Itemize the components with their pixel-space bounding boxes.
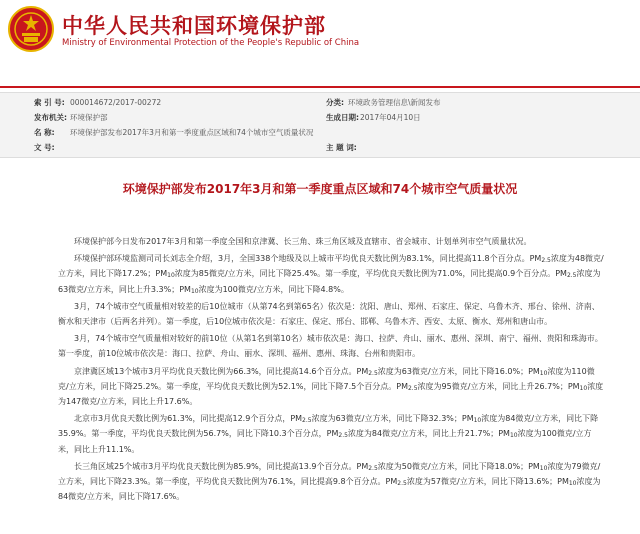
article-body: [58, 234, 604, 506]
issuer-label: 发布机关:: [34, 113, 67, 122]
docno-label: 文 号:: [34, 143, 55, 152]
meta-row: [0, 95, 640, 110]
paragraph: 京津冀区域13个城市3月平均优良天数比例为66.3%，同比提高14.6个百分点。$PM_{2.5}$浓度为63微克/立方米，同比下降16.0%；$PM_{10}$浓度为110微克/立方米，同比下降25.2%。第一季度，平均优良天数比例为52.1%，同比下降7.5个百分点。$PM_{2.5}$浓度为95微克/立方米，同比上升26.7%；$PM_{10}$浓度为147微克/立方米，同比上升17.6%。: [58, 366, 604, 407]
date-value: 2017年04月10日: [360, 113, 421, 122]
meta-row: [0, 125, 640, 140]
paragraph: 环境保护部今日发布2017年3月和第一季度全国和京津冀、长三角、珠三角区域及直辖市、省会城市、计划单列市空气质量状况。: [74, 237, 532, 246]
site-header: [0, 0, 640, 86]
category-label: 分类:: [326, 98, 344, 107]
paragraph: 北京市3月优良天数比例为61.3%，同比提高12.9个百分点，$PM_{2.5}$浓度为63微克/立方米，同比下降32.3%；$PM_{10}$浓度为84微克/立方米，同比下降35.9%。第一季度，平均优良天数比例为56.7%，同比下降10.3个百分点，$PM_{2.5}$浓度为84微克/立方米，同比上升21.7%；$PM_{10}$浓度为100微克/立方米，同比上升11.1%。: [58, 414, 599, 454]
site-subtitle: Ministry of Environmental Protection of the People's Republic of China: [62, 38, 360, 48]
meta-row: [0, 110, 640, 125]
document-meta: [0, 92, 640, 158]
index-value: 000014672/2017-00272: [70, 98, 162, 107]
name-label: 名 称:: [34, 128, 55, 137]
date-label: 生成日期:: [326, 113, 359, 122]
index-label: 索 引 号:: [34, 98, 65, 107]
paragraph: 3月，74个城市空气质量相对较差的后10位城市（从第74名到第65名）依次是：沈阳、唐山、郑州、石家庄、保定、乌鲁木齐、邢台、徐州、济南、衡水和天津市（后两名并列）。第一季度，后10位城市依次是：石家庄、保定、邢台、邯郸、乌鲁木齐、西安、太原、衡水、郑州和唐山市。: [58, 301, 600, 327]
meta-row: [0, 140, 640, 155]
paragraph: 环境保护部环境监测司司长刘志全介绍，3月，全国338个地级及以上城市平均优良天数比例为83.1%，同比提高11.8个百分点。$PM_{2.5}$浓度为48微克/立方米，同比下降17.2%；$PM_{10}$浓度为85微克/立方米，同比下降25.4%。第一季度，平均优良天数比例为71.0%，同比提高0.9个百分点。$PM_{2.5}$浓度为63微克/立方米，同比上升3.3%；$PM_{10}$浓度为100微克/立方米，同比下降4.8%。: [58, 254, 604, 295]
national-emblem-icon: [8, 6, 54, 52]
paragraph: 3月，74个城市空气质量相对较好的前10位（从第1名到第10名）城市依次是：海口、拉萨、舟山、丽水、惠州、深圳、南宁、福州、贵阳和珠海市。第一季度，前10位城市依次是：海口、拉萨、舟山、丽水、深圳、福州、惠州、珠海、台州和贵阳市。: [58, 334, 603, 359]
article-title: 环境保护部发布2017年3月和第一季度重点区域和74个城市空气质量状况: [122, 182, 518, 196]
site-title: 中华人民共和国环境保护部: [62, 14, 326, 38]
header-divider: [0, 86, 640, 88]
issuer-value: 环境保护部: [70, 113, 108, 122]
name-value: 环境保护部发布2017年3月和第一季度重点区域和74个城市空气质量状况: [70, 128, 314, 137]
subject-label: 主 题 词:: [326, 143, 357, 152]
category-value: 环境政务管理信息\新闻发布: [348, 98, 441, 107]
paragraph: 长三角区域25个城市3月平均优良天数比例为85.9%，同比提高13.9个百分点。$PM_{2.5}$浓度为50微克/立方米，同比下降18.0%；$PM_{10}$浓度为79微克/立方米，同比下降23.3%。第一季度，平均优良天数比例为76.1%，同比提高9.8个百分点。$PM_{2.5}$浓度为57微克/立方米，同比下降13.6%；$PM_{10}$浓度为84微克/立方米，同比下降17.6%。: [58, 461, 601, 502]
